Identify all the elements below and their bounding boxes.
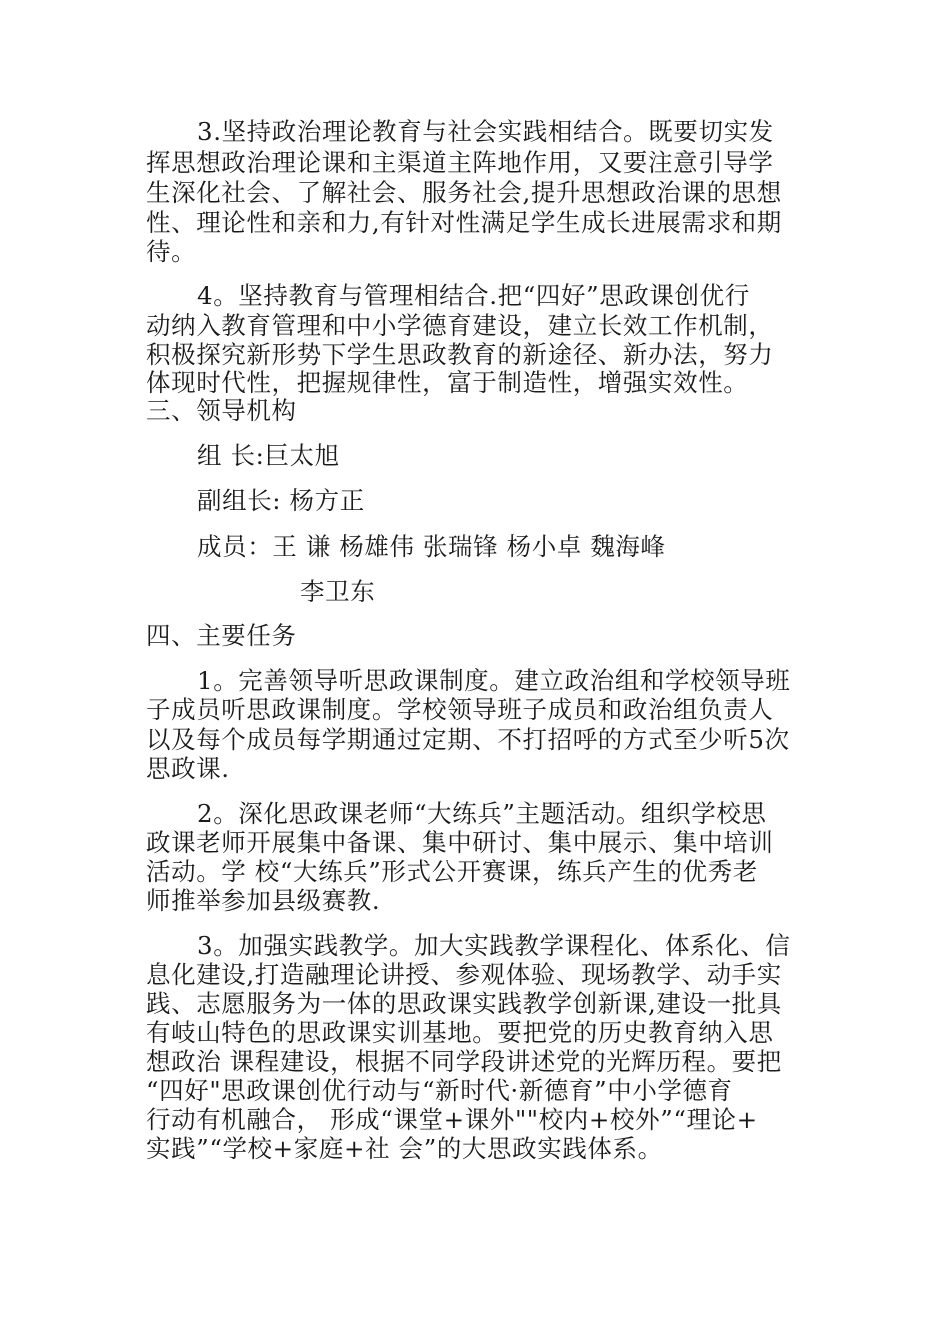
text-line: 活动。学 校“大练兵”形式公开赛课，练兵产生的优秀老 (146, 857, 758, 886)
text-line: 有岐山特色的思政课实训基地。要把党的历史教育纳入思 (146, 1018, 774, 1047)
leader-line: 组 长:巨太旭 (197, 441, 340, 470)
text-line: 子成员听思政课制度。学校领导班子成员和政治组负责人 (146, 695, 774, 724)
text-line: 3.坚持政治理论教育与社会实践相结合。既要切实发 (197, 117, 774, 146)
text-line: 3。加强实践教学。加大实践教学课程化、体系化、信 (197, 931, 791, 960)
text-line: 实践”“学校+家庭+社 会”的大思政实践体系。 (146, 1134, 663, 1163)
text-line: 息化建设,打造融理论讲授、参观体验、现场教学、动手实 (146, 960, 782, 989)
text-line: “四好"思政课创优行动与“新时代·新德育”中小学德育 (146, 1076, 733, 1105)
text-line: 政课老师开展集中备课、集中研讨、集中展示、集中培训 (146, 828, 774, 857)
text-line: 积极探究新形势下学生思政教育的新途径、新办法，努力 (146, 340, 774, 369)
text-line: 践、志愿服务为一体的思政课实践教学创新课,建设一批具 (146, 989, 782, 1018)
members-line-continued: 李卫东 (300, 577, 376, 606)
text-line: 挥思想政治理论课和主渠道主阵地作用，又要注意引导学 (146, 148, 774, 177)
members-line: 成员：王 谦 杨雄伟 张瑞锋 杨小卓 魏海峰 (197, 532, 666, 561)
text-line: 生深化社会、了解社会、服务社会,提升思想政治课的思想 (146, 178, 782, 207)
text-line: 想政治 课程建设，根据不同学段讲述党的光辉历程。要把 (146, 1047, 782, 1076)
section-3-heading: 三、领导机构 (146, 396, 297, 425)
text-line: 1。完善领导听思政课制度。建立政治组和学校领导班 (197, 666, 791, 695)
text-line: 以及每个成员每学期通过定期、不打招呼的方式至少听5次 (146, 725, 790, 754)
text-line: 动纳入教育管理和中小学德育建设，建立长效工作机制， (146, 311, 774, 340)
text-line: 行动有机融合， 形成“课堂+课外""校内+校外”“理论+ (146, 1105, 758, 1134)
text-line: 性、理论性和亲和力,有针对性满足学生成长进展需求和期 (146, 208, 782, 237)
text-line: 师推举参加县级赛教. (146, 886, 381, 915)
text-line: 待。 (146, 237, 197, 266)
section-4-heading: 四、主要任务 (146, 621, 297, 650)
text-line: 思政课. (146, 754, 230, 783)
text-line: 2。深化思政课老师“大练兵”主题活动。组织学校思 (197, 799, 767, 828)
text-line: 4。坚持教育与管理相结合.把“四好”思政课创优行 (197, 281, 750, 310)
deputy-leader-line: 副组长: 杨方正 (197, 486, 365, 515)
text-line: 体现时代性，把握规律性，富于制造性，增强实效性。 (146, 368, 749, 397)
